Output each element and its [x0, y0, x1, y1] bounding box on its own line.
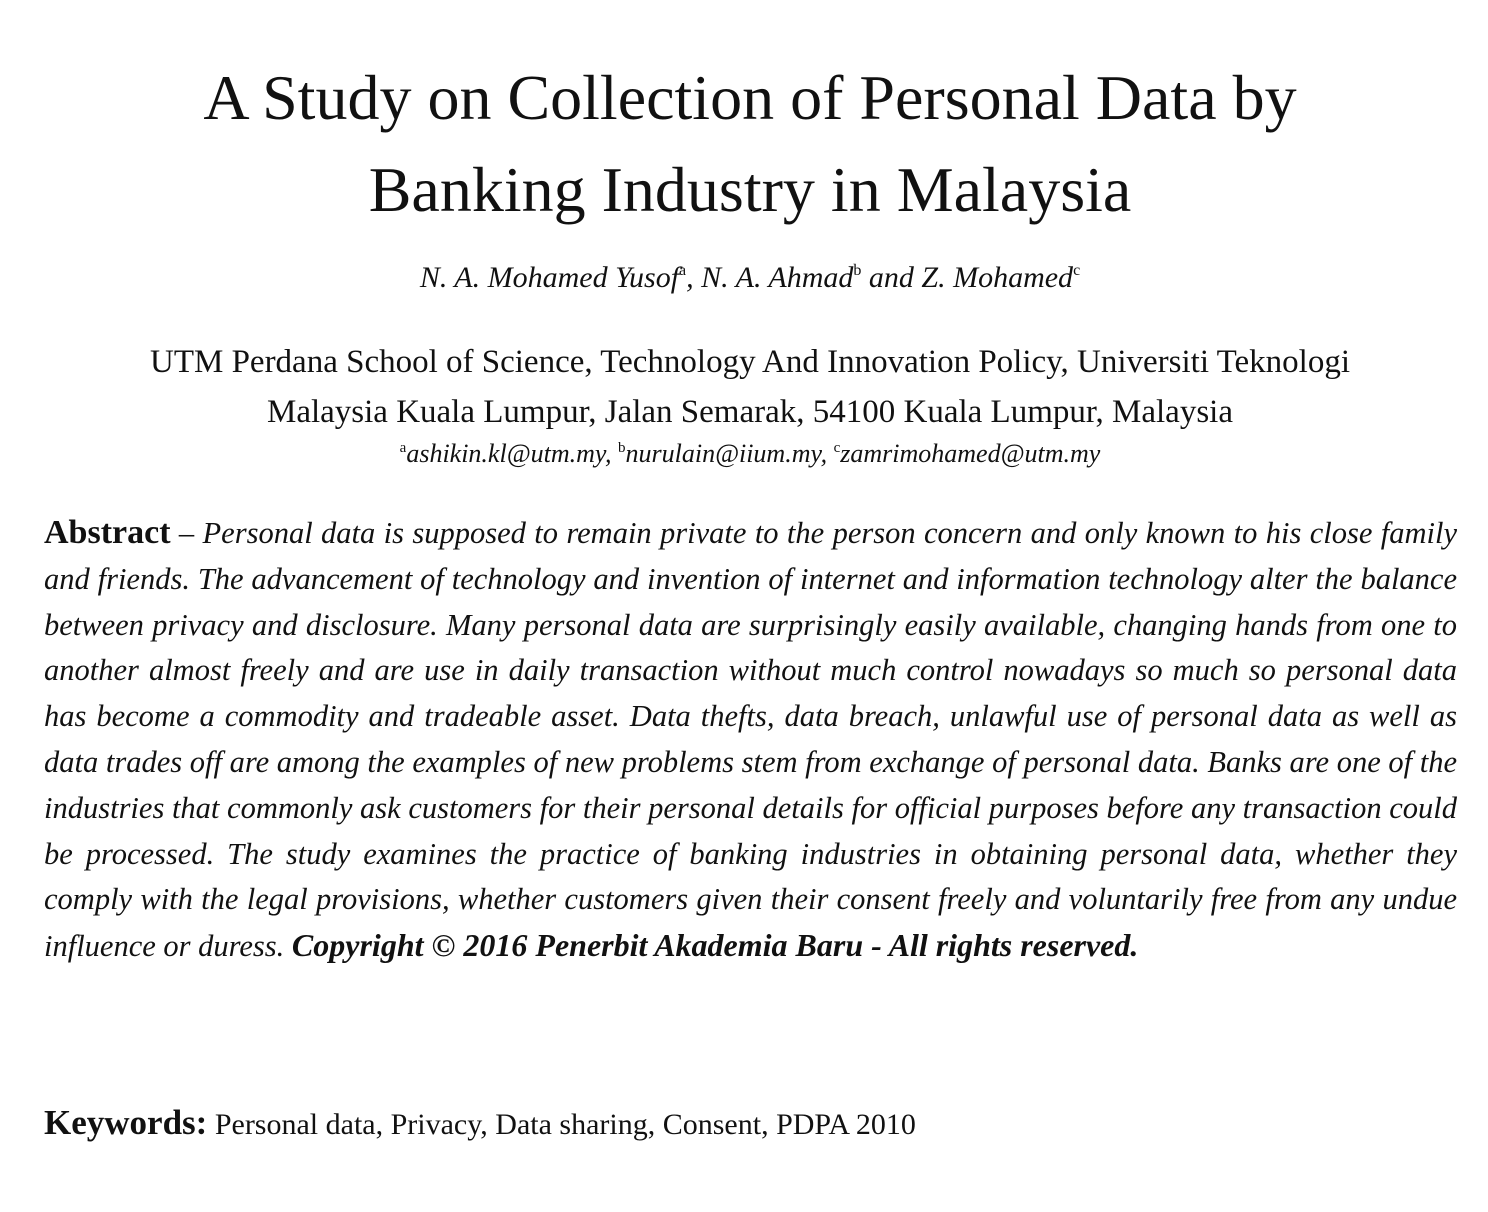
- email-separator: ,: [605, 439, 618, 468]
- email-address: ashikin.kl@utm.my: [406, 439, 605, 468]
- author-affiliation-mark: b: [853, 262, 862, 279]
- affiliation-line-2: Malaysia Kuala Lumpur, Jalan Semarak, 54100 Kuala Lumpur, Malaysia: [266, 394, 1233, 430]
- title-line-1: A Study on Collection of Personal Data by: [203, 62, 1297, 133]
- author-affiliation-mark: a: [679, 262, 687, 279]
- author-separator: ,: [686, 261, 702, 294]
- email-list: [0, 436, 1488, 472]
- abstract: [44, 510, 1457, 970]
- paper-title: [60, 52, 1440, 236]
- title-line-2: Banking Industry in Malaysia: [368, 154, 1132, 225]
- keywords-text: Personal data, Privacy, Data sharing, Consent, PDPA 2010: [207, 1108, 916, 1141]
- keywords: [44, 1100, 1457, 1148]
- author-name: Z. Mohamed: [921, 261, 1074, 294]
- affiliation: [40, 337, 1460, 437]
- email-mark: c: [833, 440, 841, 456]
- abstract-label: Abstract: [44, 514, 171, 551]
- abstract-dash: –: [170, 516, 203, 550]
- keywords-label: Keywords:: [44, 1103, 208, 1142]
- email-mark: a: [399, 440, 407, 456]
- email-address: nurulain@iium.my: [625, 439, 821, 468]
- author-list: [0, 258, 1488, 298]
- affiliation-line-1: UTM Perdana School of Science, Technology And Innovation Policy, Universiti Teknologi: [149, 344, 1350, 380]
- author-name: N. A. Ahmad: [701, 261, 854, 294]
- email-separator: ,: [820, 439, 834, 468]
- copyright-notice: Copyright © 2016 Penerbit Akademia Baru - All rights reserved.: [291, 927, 1139, 964]
- abstract-text: Personal data is supposed to remain private to the person concern and only known to his close family and friends. The advancement of technology and invention of internet and information technology alter the balance between privacy and disclosure. Many personal data are surprisingly easily available, changing hands from one to another almost freely and are use in daily transaction without much control nowadays so much so personal data has become a commodity and tradeable asset. Data thefts, data breach, unlawful use of personal data as well as data trades off are among the examples of new problems stem from exchange of personal data. Banks are one of the industries that commonly ask customers for their personal details for official purposes before any transaction could be processed. The study examines the practice of banking industries in obtaining personal data, whether they comply with the legal provisions, whether customers given their consent freely and voluntarily free from any undue influence or duress.: [44, 516, 1457, 964]
- author-separator: and: [861, 261, 922, 294]
- author-name: N. A. Mohamed Yusof: [419, 261, 680, 294]
- email-address: zamrimohamed@utm.my: [840, 439, 1101, 468]
- author-affiliation-mark: c: [1073, 262, 1081, 279]
- email-mark: b: [618, 440, 626, 456]
